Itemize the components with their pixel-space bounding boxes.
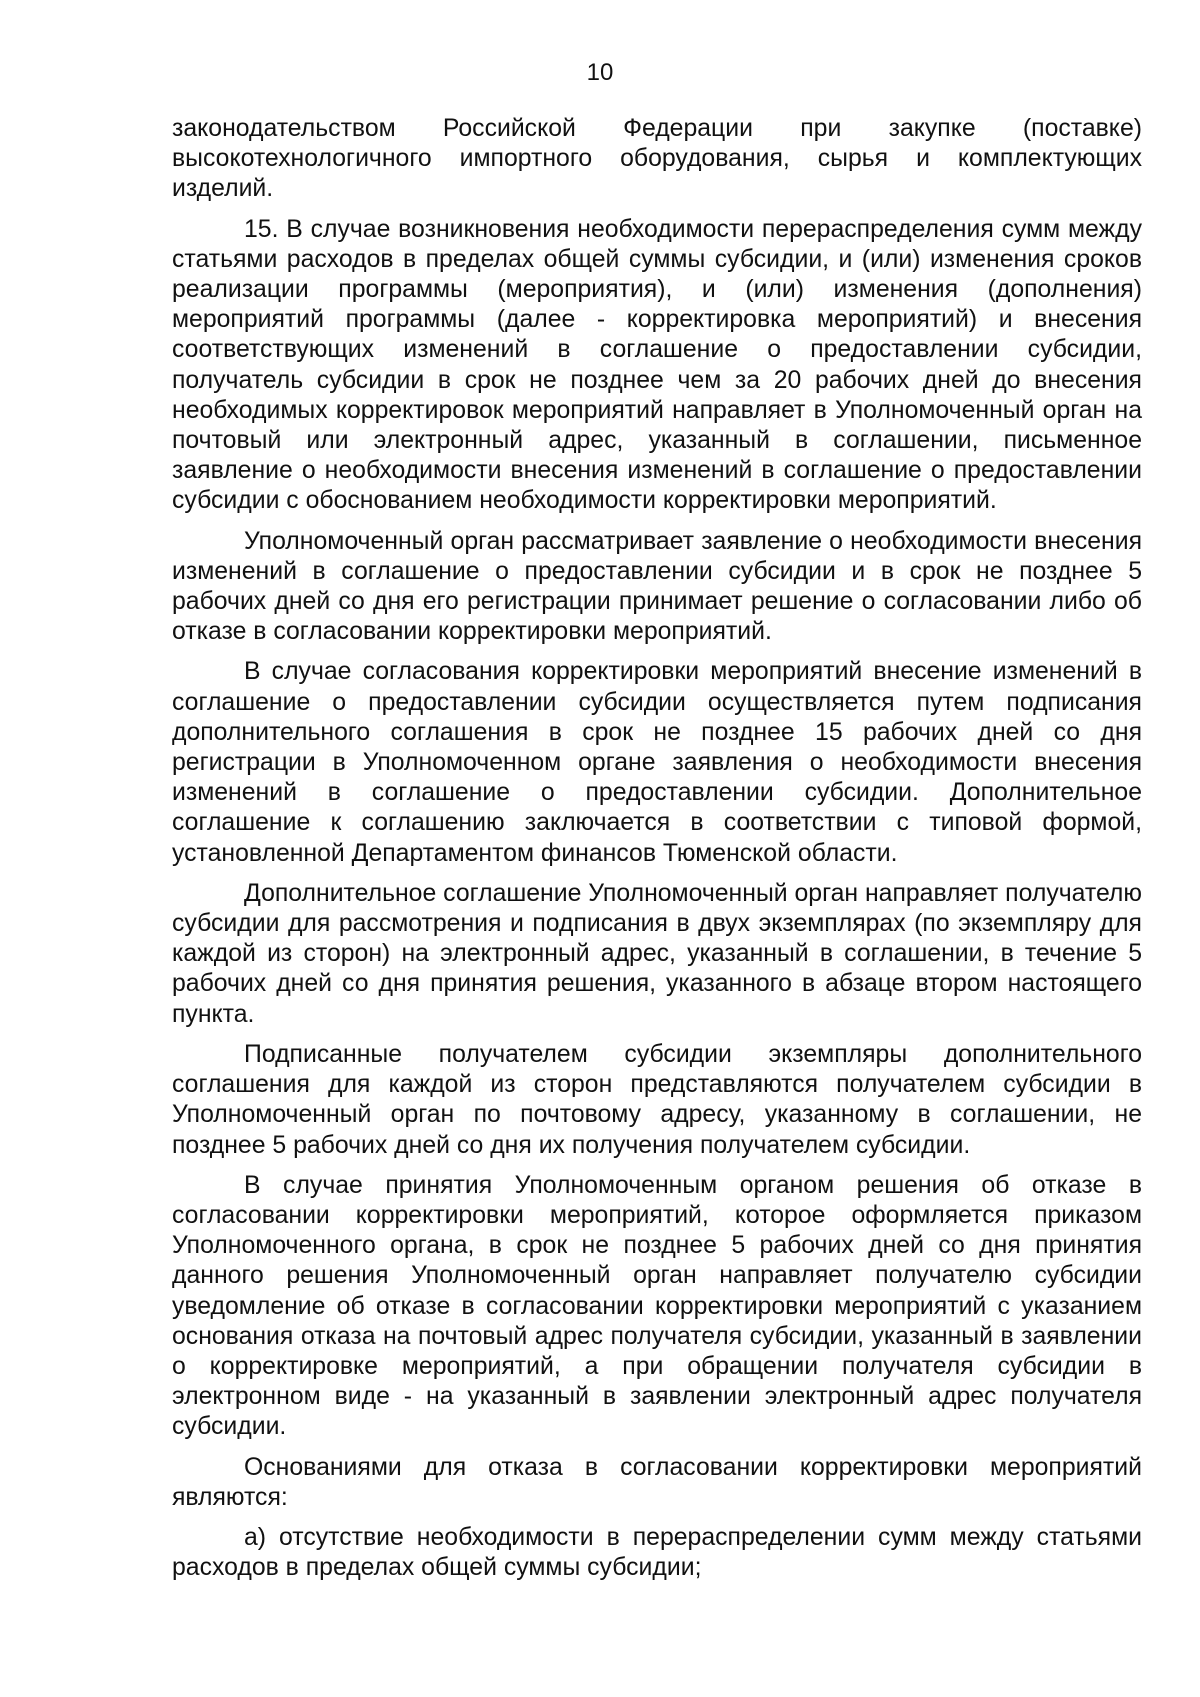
paragraph-item-15: 15. В случае возникновения необходимости перераспределения сумм между статьями расходов в пределах общей суммы субсидии, и (или) изменения сроков реализации программы (мероприятия), и (или) изменения (дополнения) мероприятий программы (далее - корректировка мероприятий) и внесения соответствующих изменений в соглашение о предоставлении субсидии, получатель субсидии в срок не позднее чем за 20 рабочих дней до внесения необходимых корректировок мероприятий направляет в Уполномоченный орган на почтовый или электронный адрес, указанный в соглашении, письменное заявление о необходимости внесения изменений в соглашение о предоставлении субсидии с обоснованием необходимости корректировки мероприятий. bbox=[172, 215, 1142, 515]
paragraph-signed-copies: Подписанные получателем субсидии экземпляры дополнительного соглашения для каждой из сторон представляются получателем субсидии в Уполномоченный орган по почтовому адресу, указанному в соглашении, не позднее 5 рабочих дней со дня их получения получателем субсидии. bbox=[172, 1040, 1142, 1159]
paragraph-refusal: В случае принятия Уполномоченным органом решения об отказе в согласовании корректировки мероприятий, которое оформляется приказом Уполномоченного органа, в срок не позднее 5 рабочих дней со дня принятия данного решения Уполномоченный орган направляет получателю субсидии уведомление об отказе в согласовании корректировки мероприятий с указанием основания отказа на почтовый адрес получателя субсидии, указанный в заявлении о корректировке мероприятий, а при обращении получателя субсидии в электронном виде - на указанный в заявлении электронный адрес получателя субсидии. bbox=[172, 1171, 1142, 1441]
paragraph-refusal-grounds: Основаниями для отказа в согласовании корректировки мероприятий являются: bbox=[172, 1453, 1142, 1511]
page-number: 10 bbox=[586, 59, 614, 86]
paragraph-additional-agreement: Дополнительное соглашение Уполномоченный орган направляет получателю субсидии для рассмотрения и подписания в двух экземплярах (по экземпляру для каждой из сторон) на электронный адрес, указанный в соглашении, в течение 5 рабочих дней со дня принятия решения, указанного в абзаце втором настоящего пункта. bbox=[172, 879, 1142, 1028]
paragraph-review: Уполномоченный орган рассматривает заявление о необходимости внесения изменений в соглашение о предоставлении субсидии и в срок не позднее 5 рабочих дней со дня его регистрации принимает решение о согласовании либо об отказе в согласовании корректировки мероприятий. bbox=[172, 527, 1142, 646]
paragraph-approval: В случае согласования корректировки мероприятий внесение изменений в соглашение о предоставлении субсидии осуществляется путем подписания дополнительного соглашения в срок не позднее 15 рабочих дней со дня регистрации в Уполномоченном органе заявления о необходимости внесения изменений в соглашение о предоставлении субсидии. Дополнительное соглашение к соглашению заключается в соответствии с типовой формой, установленной Департаментом финансов Тюменской области. bbox=[172, 658, 1142, 867]
paragraph-ground-a: а) отсутствие необходимости в перераспределении сумм между статьями расходов в пределах общей суммы субсидии; bbox=[172, 1523, 1142, 1582]
document-body bbox=[172, 114, 1142, 1593]
paragraph-continuation: законодательством Российской Федерации при закупке (поставке) высокотехнологичного импортного оборудования, сырья и комплектующих изделий. bbox=[172, 115, 1142, 203]
